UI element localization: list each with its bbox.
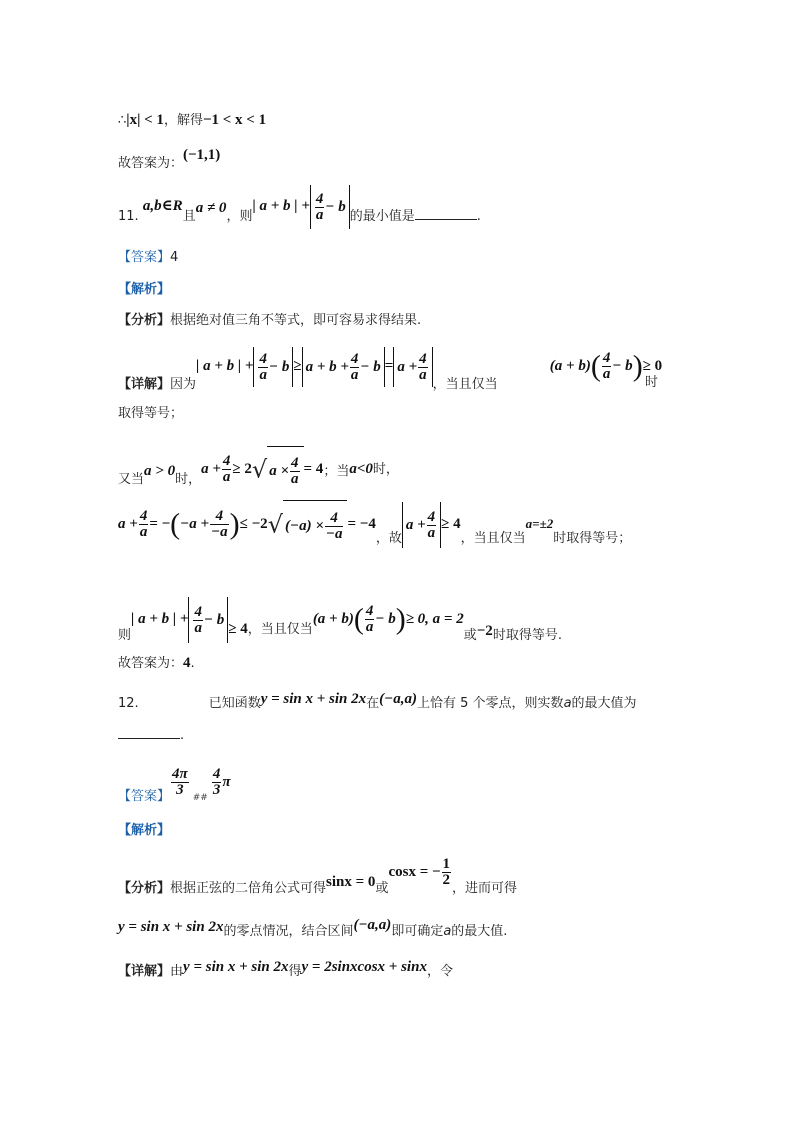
fraction: $\frac{4}{a}$ bbox=[602, 350, 611, 382]
case-positive: 又当a > 0时，a + $\frac{4}{a}$ ≥ 2√ a × $\frac{4}{a}$ = 4；当a<0时， bbox=[118, 446, 399, 493]
math: a,b∈R bbox=[142, 198, 183, 214]
text: 的最大值. bbox=[451, 924, 508, 939]
text: 时 bbox=[645, 375, 659, 390]
math: −a + bbox=[180, 516, 210, 532]
text: 时， bbox=[372, 462, 399, 477]
analysis-tag: 【解析】 bbox=[118, 282, 171, 297]
text: ，当且仅当 bbox=[247, 622, 313, 637]
variable: a bbox=[563, 696, 572, 711]
text: 或 bbox=[463, 628, 477, 643]
text: 在 bbox=[366, 696, 380, 711]
math: ≥ 0, a = 2 bbox=[405, 611, 464, 627]
fenxi-12 bbox=[118, 858, 517, 899]
abs-group: a + b + $\frac{4}{a}$ − b bbox=[302, 347, 385, 387]
text: 的最大值为 bbox=[571, 696, 637, 711]
math: ≥ 0 bbox=[642, 358, 663, 374]
math: y = sin x + sin 2x bbox=[260, 691, 367, 707]
sqrt-group: a × $\frac{4}{a}$ bbox=[267, 446, 303, 493]
abs-group: a + $\frac{4}{a}$ bbox=[393, 347, 432, 387]
fenxi-tag: 【分析】 bbox=[118, 881, 171, 896]
fenxi-text: 根据绝对值三角不等式，即可容易求得结果. bbox=[170, 313, 422, 328]
variable: a bbox=[443, 924, 452, 939]
fraction: $\frac{4}{a}$ bbox=[315, 190, 324, 223]
math: π bbox=[222, 774, 231, 790]
math: cosx = − bbox=[388, 864, 441, 880]
text: ，进而可得 bbox=[452, 881, 518, 896]
text: 时取得等号； bbox=[553, 531, 632, 546]
text: 因为 bbox=[170, 377, 197, 392]
question-number: 12. bbox=[118, 696, 139, 711]
solution-line-1 bbox=[118, 111, 266, 130]
text: 且 bbox=[182, 209, 196, 224]
answer-label: 故答案为： bbox=[118, 156, 184, 171]
case-negative: a + $\frac{4}{a}$ = −(−a + $\frac{4}{-a}$ )≤ −2√ (−a) × $\frac{4}{-a}$ = −4，故a + $\frac{4}{a}$ ≥ 4，当且仅当a=±2时取得等号； bbox=[118, 500, 631, 549]
answer-value: 4 bbox=[170, 250, 179, 265]
math: | a + b | + bbox=[131, 611, 189, 627]
abs-group: $\frac{4}{a}$ − b bbox=[253, 347, 293, 387]
text: 即可确定 bbox=[391, 924, 444, 939]
fraction: $\frac{4\pi}{3}$ bbox=[172, 766, 188, 798]
therefore-symbol: ∴ bbox=[118, 113, 127, 128]
sqrt-group: (−a) × $\frac{4}{-a}$ bbox=[283, 500, 347, 549]
math: ≥ 2 bbox=[232, 461, 252, 477]
fraction: $\frac{1}{2}$ bbox=[442, 856, 451, 888]
conclusion-11: 则| a + b | + $\frac{4}{a}$ − b≥ 4，当且仅当(a + b)( $\frac{4}{a}$ − b)≥ 0, a = 2或−2时取得等号. bbox=[118, 596, 562, 643]
question-number: 11. bbox=[118, 209, 139, 224]
text: 的零点情况，结合区间 bbox=[223, 924, 354, 939]
question-12-blank bbox=[118, 726, 184, 745]
math: (−a,a) bbox=[353, 917, 392, 933]
text: 时， bbox=[175, 472, 202, 487]
text: 由 bbox=[170, 964, 184, 979]
detail-11-when bbox=[645, 374, 658, 392]
text: 已知函数 bbox=[208, 696, 261, 711]
math: = bbox=[384, 358, 394, 374]
fenxi-tag: 【分析】 bbox=[118, 313, 171, 328]
math: a > 0 bbox=[144, 463, 176, 479]
analysis-tag-11 bbox=[118, 281, 170, 299]
abs-group: $\frac{4}{a}$ − b bbox=[310, 185, 350, 229]
text: 又当 bbox=[118, 472, 145, 487]
text: 取得等号； bbox=[118, 406, 184, 421]
math: | a + b | + bbox=[196, 358, 254, 374]
text: 或 bbox=[375, 881, 389, 896]
math: (a + b) bbox=[312, 611, 354, 627]
math: ≥ 4 bbox=[228, 621, 248, 637]
math: | a + b | + bbox=[252, 198, 310, 214]
math: (a + b) bbox=[549, 358, 591, 374]
expression bbox=[252, 184, 349, 229]
math: −2 bbox=[476, 623, 493, 639]
abs-group: $\frac{4}{a}$ − b bbox=[188, 597, 228, 643]
text: . bbox=[190, 656, 195, 671]
answer-label: 故答案为： bbox=[118, 656, 184, 671]
text: ，当且仅当 bbox=[432, 377, 498, 392]
math: y = sin x + sin 2x bbox=[183, 959, 289, 975]
answer-blank[interactable] bbox=[415, 207, 477, 220]
detail-11-cont bbox=[118, 405, 183, 423]
math: y = sin x + sin 2x bbox=[118, 919, 224, 935]
text: ，令 bbox=[426, 964, 453, 979]
math: y = 2sinxcosx + sinx bbox=[301, 959, 427, 975]
analysis-tag: 【解析】 bbox=[118, 823, 171, 838]
detail-tag: 【详解】 bbox=[118, 964, 171, 979]
math-result: −1 < x < 1 bbox=[202, 112, 267, 128]
detail-12 bbox=[118, 959, 453, 981]
answer-value: 4 bbox=[183, 655, 191, 671]
answer-12 bbox=[118, 762, 231, 804]
math: (−a,a) bbox=[379, 691, 418, 707]
text: ，则 bbox=[226, 209, 253, 224]
math: = − bbox=[149, 516, 171, 532]
final-answer-11 bbox=[118, 654, 195, 673]
answer-tag: 【答案】 bbox=[118, 250, 171, 265]
text: ，故 bbox=[375, 531, 402, 546]
text: . bbox=[476, 209, 481, 224]
text: 得 bbox=[288, 964, 302, 979]
text: 时取得等号. bbox=[492, 628, 562, 643]
abs-group: a + $\frac{4}{a}$ bbox=[402, 502, 441, 548]
answer-11 bbox=[118, 249, 178, 267]
answer-tag: 【答案】 bbox=[118, 789, 171, 804]
math: a<0 bbox=[349, 461, 373, 477]
answer-blank[interactable] bbox=[118, 726, 180, 739]
fenxi-12-cont bbox=[118, 917, 508, 941]
fraction: $\frac{4}{3}$ bbox=[212, 766, 221, 798]
math-cond: |x| < 1 bbox=[126, 112, 164, 128]
math: a=±2 bbox=[525, 516, 554, 531]
text: 根据正弦的二倍角公式可得 bbox=[170, 881, 327, 896]
text: ，解得 bbox=[163, 113, 203, 128]
text: 则 bbox=[118, 628, 132, 643]
text: . bbox=[180, 728, 185, 743]
question-11 bbox=[118, 190, 481, 243]
text: 的最小值是 bbox=[349, 209, 415, 224]
detail-tag: 【详解】 bbox=[118, 377, 171, 392]
answer-line-10 bbox=[118, 147, 221, 173]
math: ≤ −2 bbox=[239, 516, 268, 532]
fenxi-11 bbox=[118, 312, 421, 330]
math: a ≠ 0 bbox=[195, 200, 227, 216]
math: ≥ bbox=[293, 358, 302, 374]
math: = 4 bbox=[303, 461, 324, 477]
math: a + bbox=[118, 516, 138, 532]
text: 上恰有 5 个零点，则实数 bbox=[417, 696, 564, 711]
text: ，当且仅当 bbox=[460, 531, 526, 546]
analysis-tag-12 bbox=[118, 822, 170, 840]
math: sinx = 0 bbox=[326, 874, 376, 890]
math: ≥ 4 bbox=[441, 516, 461, 532]
math: a + bbox=[201, 461, 221, 477]
question-12 bbox=[118, 691, 637, 713]
text: ；当 bbox=[323, 464, 350, 479]
math: = −4 bbox=[347, 516, 376, 532]
detail-11: 【详解】因为| a + b | + $\frac{4}{a}$ − b ≥ a + b + $\frac{4}{a}$ − b = a + $\frac{4}{a}$ ，当且仅当 (a + b)( $\frac{4}{a}$ − b)≥ 0 bbox=[118, 346, 662, 387]
answer-value: (−1,1) bbox=[183, 147, 221, 163]
separator: ## bbox=[192, 793, 208, 803]
